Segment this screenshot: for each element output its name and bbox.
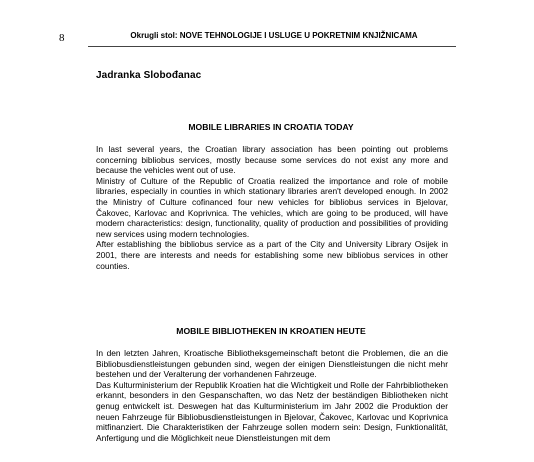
english-paragraph-2: Ministry of Culture of the Republic of Croatia realized the importance and role of mobile libraries, especially in counties in which stationary libraries aren't developed enough. In 2002 the Ministry of Culture cofinanced four new vehicles for bibliobus services in Bjelovar, Čakovec, Karlovac and Koprivnica. The vehicles, which are going to be produced, will have modern characteristics: design, functionality, quality of production and possibilities of providing new services using modern technologies.: [96, 175, 448, 239]
running-header: Okrugli stol: NOVE TEHNOLOGIJE I USLUGE U POKRETNIM KNJIŽNICAMA: [130, 31, 418, 40]
german-paragraph-2: Das Kulturministerium der Republik Kroatien hat die Wichtigkeit und Rolle der Fahrbibliotheken erkannt, besonders in den Gespanschaften, wo das Netz der beständigen Bibliotheken nicht genug entwickelt ist. Deswegen hat das Kulturministerium im Jahr 2002 die Produktion der neuen Fahrzeuge für Bibliobusdienstleistungen in Bjelovar, Čakovec, Karlovac und Koprivnica mitfinanziert. Die Charakteristiken der Fahrzeuge sollen modern sein: Design, Funktionalität, Anfertigung und die Möglichkeit neue Dienstleistungen mit dem: [96, 379, 448, 443]
english-paragraph-3: After establishing the bibliobus service as a part of the City and University Library Osijek in 2001, there are interests and needs for establishing some new bibliobus services in other counties.: [96, 239, 448, 271]
german-body: [96, 348, 448, 443]
english-body: [96, 144, 448, 271]
header-rule: [88, 46, 456, 47]
english-section-title: MOBILE LIBRARIES IN CROATIA TODAY: [188, 122, 354, 132]
german-section-title: MOBILE BIBLIOTHEKEN IN KROATIEN HEUTE: [176, 326, 366, 336]
page-number: 8: [59, 32, 65, 44]
german-paragraph-1: In den letzten Jahren, Kroatische Bibliotheksgemeinschaft betont die Problemen, die an die Bibliobusdienstleistungen gebunden sind, wegen der einigen Dienstleistungen die nicht mehr bestehen und der Veralterung der vorhandenen Fahrzeuge.: [96, 348, 448, 380]
english-paragraph-1: In last several years, the Croatian library association has been pointing out problems concerning bibliobus services, mostly because some services do not exist any more and because the vehicles went out of use.: [96, 144, 448, 176]
author-name: Jadranka Slobođanac: [96, 70, 202, 81]
